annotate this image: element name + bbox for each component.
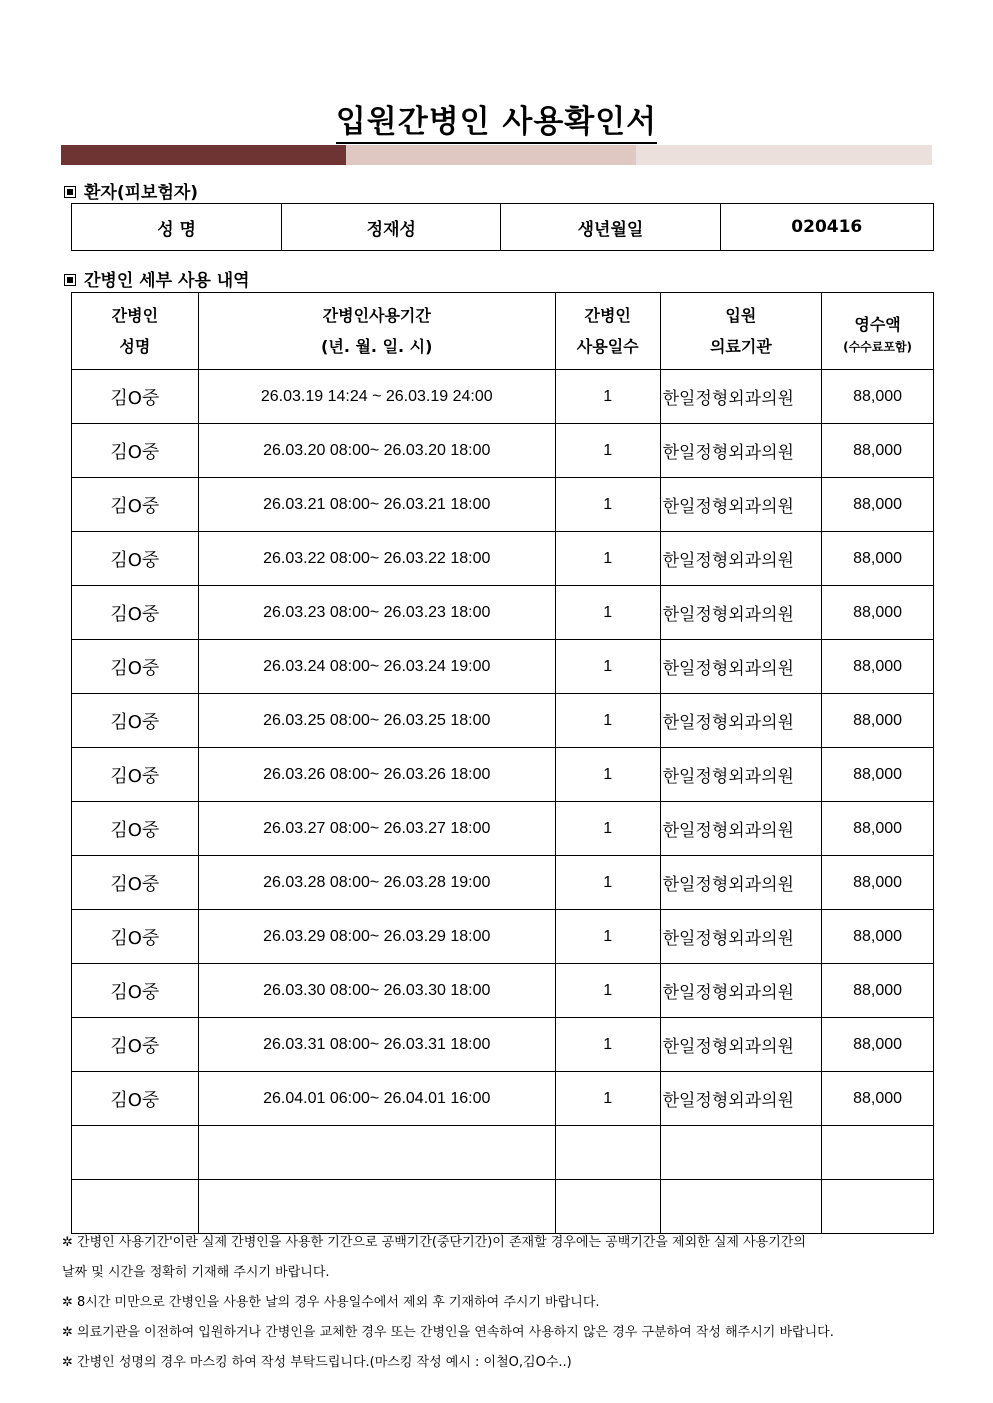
patient-name-value: 정재성 xyxy=(282,204,501,251)
caregiver-name-cell: 김O중 xyxy=(72,910,199,964)
hospital-cell: 한일정형외과의원 xyxy=(660,478,822,532)
days-cell: 1 xyxy=(555,694,660,748)
period-cell: 26.03.28 08:00~ 26.03.28 19:00 xyxy=(198,856,555,910)
header-caregiver-line2: 성명 xyxy=(119,337,151,356)
amount-cell: 88,000 xyxy=(822,1072,934,1126)
header-hospital-line1: 입원 xyxy=(725,306,757,325)
amount-cell: 88,000 xyxy=(822,694,934,748)
header-caregiver-line1: 간병인 xyxy=(111,306,159,325)
caregiver-name-cell: 김O중 xyxy=(72,1018,199,1072)
amount-cell: 88,000 xyxy=(822,640,934,694)
table-row xyxy=(72,694,934,748)
caregiver-name-cell xyxy=(72,1180,199,1234)
hospital-cell: 한일정형외과의원 xyxy=(660,856,822,910)
days-cell: 1 xyxy=(555,586,660,640)
days-cell: 1 xyxy=(555,802,660,856)
amount-cell: 88,000 xyxy=(822,856,934,910)
caregiver-name-cell: 김O중 xyxy=(72,370,199,424)
period-cell: 26.03.31 08:00~ 26.03.31 18:00 xyxy=(198,1018,555,1072)
header-period xyxy=(198,293,555,370)
table-row xyxy=(72,532,934,586)
table-row xyxy=(72,856,934,910)
hospital-cell: 한일정형외과의원 xyxy=(660,748,822,802)
header-period-line1: 간병인사용기간 xyxy=(322,306,431,325)
header-amount-line2: (수수료포함) xyxy=(843,339,913,354)
table-row xyxy=(72,802,934,856)
patient-birth-label: 생년월일 xyxy=(501,204,720,251)
header-days xyxy=(555,293,660,370)
caregiver-name-cell: 김O중 xyxy=(72,964,199,1018)
period-cell: 26.03.23 08:00~ 26.03.23 18:00 xyxy=(198,586,555,640)
days-cell: 1 xyxy=(555,910,660,964)
period-cell: 26.04.01 06:00~ 26.04.01 16:00 xyxy=(198,1072,555,1126)
period-cell: 26.03.29 08:00~ 26.03.29 18:00 xyxy=(198,910,555,964)
header-hospital xyxy=(660,293,822,370)
table-row xyxy=(72,910,934,964)
caregiver-name-cell: 김O중 xyxy=(72,424,199,478)
footnote-line: ✲ 간병인 사용기간'이란 실제 간병인을 사용한 기간으로 공백기간(중단기간)이 존재할 경우에는 공백기간을 제외한 실제 사용기간의 xyxy=(62,1235,806,1250)
header-bar-mid xyxy=(346,145,636,165)
caregiver-name-cell: 김O중 xyxy=(72,856,199,910)
days-cell: 1 xyxy=(555,1072,660,1126)
amount-cell: 88,000 xyxy=(822,478,934,532)
period-cell: 26.03.26 08:00~ 26.03.26 18:00 xyxy=(198,748,555,802)
days-cell: 1 xyxy=(555,748,660,802)
footnote-line: ✲ 8시간 미만으로 간병인을 사용한 날의 경우 사용일수에서 제외 후 기재하여 주시기 바랍니다. xyxy=(62,1295,600,1310)
section-caregiver-label: 간병인 세부 사용 내역 xyxy=(84,271,250,291)
hospital-cell: 한일정형외과의원 xyxy=(660,694,822,748)
days-cell: 1 xyxy=(555,478,660,532)
footnote-line: 날짜 및 시간을 정확히 기재해 주시기 바랍니다. xyxy=(62,1265,330,1280)
hospital-cell: 한일정형외과의원 xyxy=(660,1072,822,1126)
hospital-cell: 한일정형외과의원 xyxy=(660,1018,822,1072)
hospital-cell: 한일정형외과의원 xyxy=(660,370,822,424)
days-cell xyxy=(555,1180,660,1234)
header-amount-line1: 영수액 xyxy=(854,314,901,334)
period-cell xyxy=(198,1126,555,1180)
period-cell: 26.03.27 08:00~ 26.03.27 18:00 xyxy=(198,802,555,856)
footnotes xyxy=(62,1228,834,1378)
document-title: 입원간병인 사용확인서 xyxy=(0,96,993,141)
hospital-cell: 한일정형외과의원 xyxy=(660,640,822,694)
table-row xyxy=(72,424,934,478)
days-cell: 1 xyxy=(555,370,660,424)
table-row xyxy=(72,640,934,694)
amount-cell: 88,000 xyxy=(822,802,934,856)
period-cell xyxy=(198,1180,555,1234)
header-days-line2: 사용일수 xyxy=(576,337,639,356)
header-days-line1: 간병인 xyxy=(584,306,631,325)
table-row xyxy=(72,1018,934,1072)
hospital-cell xyxy=(660,1126,822,1180)
caregiver-name-cell: 김O중 xyxy=(72,640,199,694)
section-caregiver-heading xyxy=(64,266,250,291)
hospital-cell xyxy=(660,1180,822,1234)
header-caregiver-name xyxy=(72,293,199,370)
table-row xyxy=(72,748,934,802)
caregiver-name-cell: 김O중 xyxy=(72,694,199,748)
table-header-row xyxy=(72,293,934,370)
amount-cell: 88,000 xyxy=(822,748,934,802)
amount-cell xyxy=(822,1126,934,1180)
caregiver-name-cell: 김O중 xyxy=(72,1072,199,1126)
hospital-cell: 한일정형외과의원 xyxy=(660,964,822,1018)
days-cell xyxy=(555,1126,660,1180)
header-amount xyxy=(822,293,934,370)
patient-birth-value: 020416 xyxy=(720,204,933,251)
amount-cell: 88,000 xyxy=(822,370,934,424)
section-patient-label: 환자(피보험자) xyxy=(84,183,199,203)
caregiver-detail-table xyxy=(71,292,934,1234)
period-cell: 26.03.24 08:00~ 26.03.24 19:00 xyxy=(198,640,555,694)
footnote-line: ✲ 의료기관을 이전하여 입원하거나 간병인을 교체한 경우 또는 간병인을 연속하여 사용하지 않은 경우 구분하여 작성 해주시기 바랍니다. xyxy=(62,1325,834,1340)
period-cell: 26.03.30 08:00~ 26.03.30 18:00 xyxy=(198,964,555,1018)
square-bullet-icon xyxy=(64,186,76,198)
amount-cell: 88,000 xyxy=(822,1018,934,1072)
table-row xyxy=(72,586,934,640)
days-cell: 1 xyxy=(555,424,660,478)
table-row xyxy=(72,478,934,532)
amount-cell: 88,000 xyxy=(822,586,934,640)
patient-name-label: 성 명 xyxy=(72,204,282,251)
caregiver-name-cell: 김O중 xyxy=(72,478,199,532)
amount-cell: 88,000 xyxy=(822,532,934,586)
period-cell: 26.03.21 08:00~ 26.03.21 18:00 xyxy=(198,478,555,532)
days-cell: 1 xyxy=(555,964,660,1018)
table-row xyxy=(72,964,934,1018)
table-row xyxy=(72,370,934,424)
square-bullet-icon xyxy=(64,274,76,286)
section-patient-heading xyxy=(64,178,198,203)
period-cell: 26.03.22 08:00~ 26.03.22 18:00 xyxy=(198,532,555,586)
amount-cell: 88,000 xyxy=(822,910,934,964)
caregiver-name-cell xyxy=(72,1126,199,1180)
days-cell: 1 xyxy=(555,1018,660,1072)
hospital-cell: 한일정형외과의원 xyxy=(660,586,822,640)
header-hospital-line2: 의료기관 xyxy=(709,337,772,356)
hospital-cell: 한일정형외과의원 xyxy=(660,424,822,478)
patient-table xyxy=(71,203,934,251)
period-cell: 26.03.19 14:24 ~ 26.03.19 24:00 xyxy=(198,370,555,424)
caregiver-name-cell: 김O중 xyxy=(72,532,199,586)
amount-cell xyxy=(822,1180,934,1234)
header-period-line2: (년. 월. 일. 시) xyxy=(321,337,433,356)
days-cell: 1 xyxy=(555,856,660,910)
table-row xyxy=(72,1126,934,1180)
hospital-cell: 한일정형외과의원 xyxy=(660,802,822,856)
days-cell: 1 xyxy=(555,532,660,586)
hospital-cell: 한일정형외과의원 xyxy=(660,532,822,586)
header-bar-dark xyxy=(61,145,346,165)
caregiver-name-cell: 김O중 xyxy=(72,748,199,802)
footnote-line: ✲ 간병인 성명의 경우 마스킹 하여 작성 부탁드립니다.(마스킹 작성 예시 : 이철O,김O수..) xyxy=(62,1355,572,1370)
days-cell: 1 xyxy=(555,640,660,694)
caregiver-name-cell: 김O중 xyxy=(72,802,199,856)
header-bar-light xyxy=(636,145,932,165)
amount-cell: 88,000 xyxy=(822,964,934,1018)
caregiver-name-cell: 김O중 xyxy=(72,586,199,640)
period-cell: 26.03.20 08:00~ 26.03.20 18:00 xyxy=(198,424,555,478)
period-cell: 26.03.25 08:00~ 26.03.25 18:00 xyxy=(198,694,555,748)
table-row xyxy=(72,1072,934,1126)
table-row xyxy=(72,1180,934,1234)
amount-cell: 88,000 xyxy=(822,424,934,478)
hospital-cell: 한일정형외과의원 xyxy=(660,910,822,964)
